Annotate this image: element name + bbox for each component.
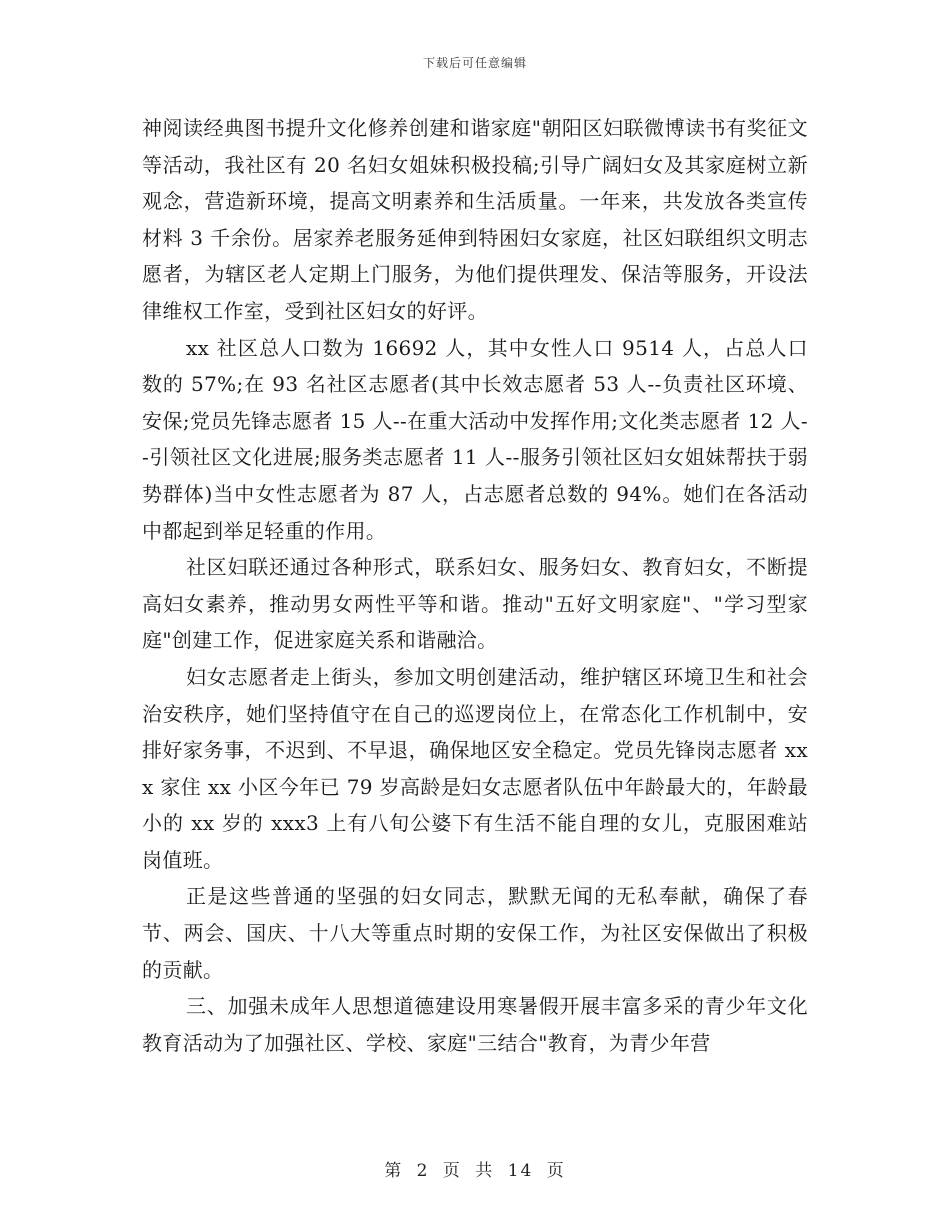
paragraph-1: 神阅读经典图书提升文化修养创建和谐家庭"朝阳区妇联微博读书有奖征文等活动，我社区有 20 名妇女姐妹积极投稿;引导广阔妇女及其家庭树立新观念，营造新环境，提高文明素养和生活质量。一年来，共发放各类宣传材料 3 千余份。居家养老服务延伸到特困妇女家庭，社区妇联组织文明志愿者，为辖区老人定期上门服务，为他们提供理发、保洁等服务，开设法律维权工作室，受到社区妇女的好评。 — [142, 116, 808, 323]
paragraph-4: 妇女志愿者走上街头，参加文明创建活动，维护辖区环境卫生和社会治安秩序，她们坚持值守在自己的巡逻岗位上，在常态化工作机制中，安排好家务事，不迟到、不早退，确保地区安全稳定。党员先锋岗志愿者 xxx 家住 xx 小区今年已 79 岁高龄是妇女志愿者队伍中年龄最大的，年龄最小的 xx 岁的 xxx3 上有八旬公婆下有生活不能自理的女儿，克服困难站岗值班。 — [142, 664, 808, 872]
page-header: 下载后可任意编辑 — [422, 56, 527, 70]
body-text — [142, 110, 808, 1061]
paragraph-5: 正是这些普通的坚强的妇女同志，默默无闻的无私奉献，确保了春节、两会、国庆、十八大等重点时期的安保工作，为社区安保做出了积极的贡献。 — [142, 884, 808, 982]
paragraph-6: 三、加强未成年人思想道德建设用寒暑假开展丰富多采的青少年文化教育活动为了加强社区、学校、家庭"三结合"教育，为青少年营 — [142, 994, 808, 1055]
page-footer: 第 2 页 共 14 页 — [384, 1161, 566, 1181]
paragraph-3: 社区妇联还通过各种形式，联系妇女、服务妇女、教育妇女，不断提高妇女素养，推动男女两性平等和谐。推动"五好文明家庭"、"学习型家庭"创建工作，促进家庭关系和谐融洽。 — [142, 555, 808, 653]
paragraph-2: xx 社区总人口数为 16692 人，其中女性人口 9514 人，占总人口数的 57%;在 93 名社区志愿者(其中长效志愿者 53 人--负责社区环境、安保;党员先锋志愿者 15 人--在重大活动中发挥作用;文化类志愿者 12 人--引领社区文化进展;服务类志愿者 11 人--服务引领社区妇女姐妹帮扶于弱势群体)当中女性志愿者为 87 人，占志愿者总数的 94%。她们在各活动中都起到举足轻重的作用。 — [142, 335, 808, 543]
